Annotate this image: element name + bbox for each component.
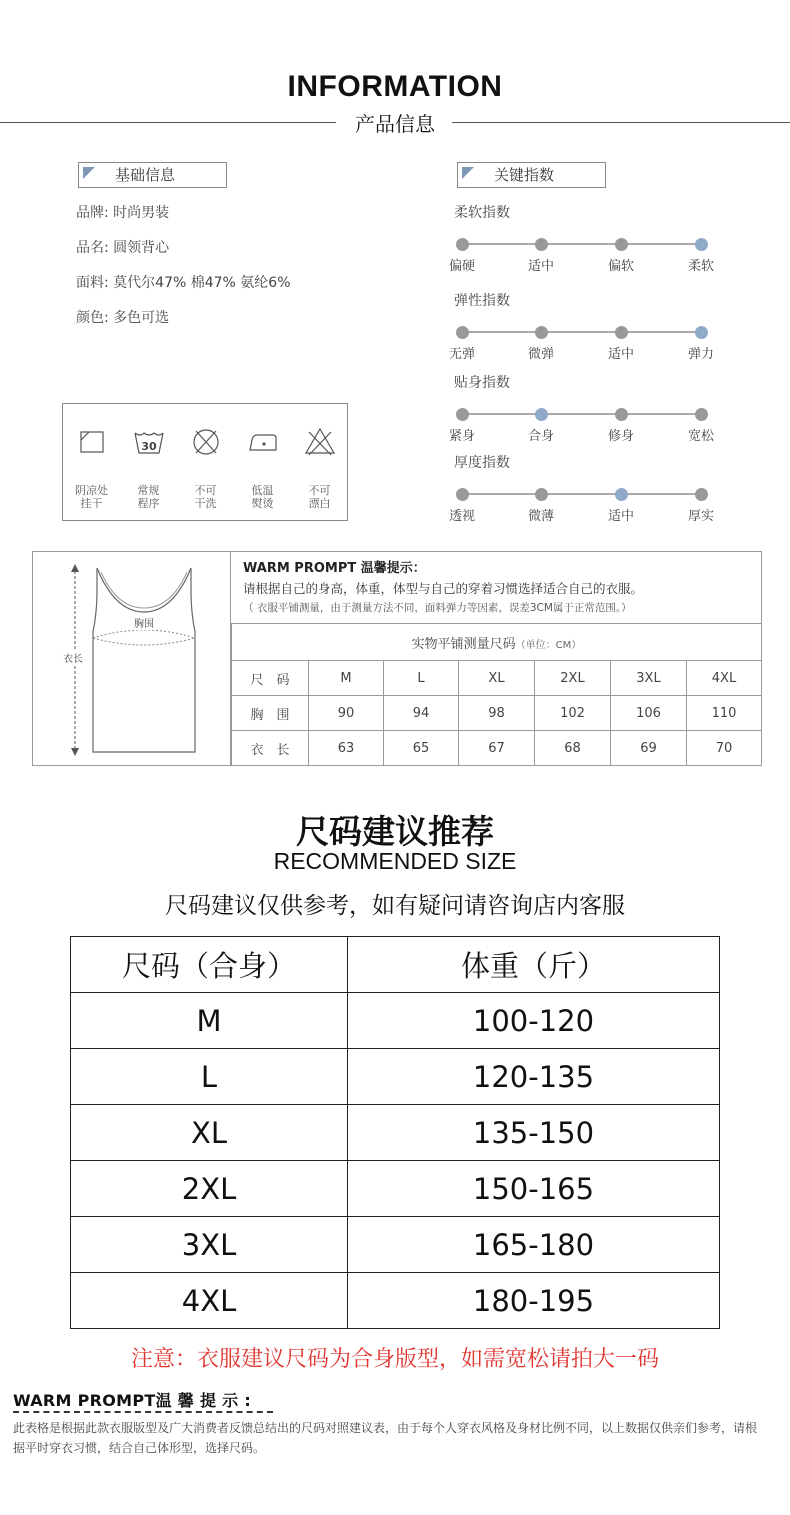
svg-text:30: 30 <box>141 440 157 453</box>
index-dot <box>535 326 548 339</box>
warm-prompt-title: WARM PROMPT 温馨提示： <box>243 561 426 576</box>
recommended-size-table <box>70 936 720 1329</box>
care-item-no-dry-clean: 不可 干洗 <box>177 404 234 522</box>
index-dot-selected <box>615 488 628 501</box>
index-option-label: 厚实 <box>687 509 714 524</box>
warm-prompt-line1: 请根据自己的身高，体重，体型与自己的穿着习惯选择适合自己的衣服。 <box>243 581 644 596</box>
table-row: M 100-120 <box>71 993 720 1049</box>
index-option-label: 适中 <box>607 509 634 524</box>
index-option-label: 偏软 <box>607 259 634 274</box>
corner-mark-icon <box>83 167 95 179</box>
info-row-color: 颜色: 多色可选 <box>76 310 170 326</box>
footer-warm-prompt-title: WARM PROMPT温 馨 提 示 : <box>13 1391 252 1410</box>
table-row: 3XL 165-180 <box>71 1217 720 1273</box>
measurement-table-caption-row <box>232 624 762 661</box>
index-option-label: 偏硬 <box>448 259 475 274</box>
index-option-label: 透视 <box>448 509 475 524</box>
index-dot <box>695 488 708 501</box>
measurement-table <box>231 623 762 766</box>
table-row: 衣 长 63 65 67 68 69 70 <box>232 731 762 766</box>
table-row: 2XL 150-165 <box>71 1161 720 1217</box>
recommended-size-title: 尺码建议推荐 <box>296 812 494 851</box>
index-option-label: 无弹 <box>448 347 475 362</box>
table-row: 胸 围 90 94 98 102 106 110 <box>232 696 762 731</box>
chest-label: 胸围 <box>132 615 156 630</box>
table-row: L 120-135 <box>71 1049 720 1105</box>
index-option-label: 微弹 <box>527 347 554 362</box>
size-column-header: 尺码（合身） <box>71 937 348 993</box>
length-label: 衣长 <box>63 654 83 665</box>
fit-warning-note: 注意：衣服建议尺码为合身版型，如需宽松请拍大一码 <box>130 1347 659 1372</box>
index-dot <box>615 326 628 339</box>
index-option-label: 适中 <box>527 259 554 274</box>
page-title: INFORMATION <box>287 70 503 103</box>
care-item-shade-dry: 阴凉处 挂干 <box>63 404 120 522</box>
corner-mark-icon <box>462 167 474 179</box>
index-track <box>461 413 701 415</box>
table-row: XL 135-150 <box>71 1105 720 1161</box>
index-option-label: 柔软 <box>687 259 714 274</box>
key-index-heading: 关键指数 <box>457 162 606 188</box>
care-item-wash-30: 30 常规 程序 <box>120 404 177 522</box>
footer-warm-prompt-body: 此表格是根据此款衣服版型及广大消费者反馈总结出的尺码对照建议表，由于每个人穿衣风格及身材比例不同，以上数据仅供亲们参考，请根据平时穿衣习惯，结合自己体形型，选择尺码。 <box>13 1421 758 1455</box>
index-option-label: 微薄 <box>527 509 554 524</box>
index-dot <box>456 408 469 421</box>
care-instructions <box>62 403 348 521</box>
table-row: 尺 码 M L XL 2XL 3XL 4XL <box>232 661 762 696</box>
info-row-fabric: 面料: 莫代尔47% 棉47% 氨纶6% <box>76 275 291 291</box>
index-dot <box>456 238 469 251</box>
index-dot <box>535 488 548 501</box>
garment-diagram <box>32 551 231 766</box>
index-title: 弹性指数 <box>454 293 510 309</box>
index-track <box>461 331 701 333</box>
index-dot <box>615 238 628 251</box>
index-title: 厚度指数 <box>454 455 510 471</box>
warm-prompt-line2: （ 衣服平铺测量，由于测量方法不同，面料弹力等因素，误差3CM属于正常范围。） <box>243 602 632 614</box>
index-option-label: 宽松 <box>687 429 714 444</box>
index-dot-selected <box>695 238 708 251</box>
care-item-no-bleach: 不可 漂白 <box>291 404 348 522</box>
basic-info-heading: 基础信息 <box>78 162 227 188</box>
index-option-label: 紧身 <box>448 429 475 444</box>
index-option-label: 修身 <box>607 429 634 444</box>
recommended-size-header-row <box>71 937 720 993</box>
index-option-label: 弹力 <box>687 347 714 362</box>
index-option-label: 合身 <box>527 429 554 444</box>
footer-divider <box>13 1411 273 1413</box>
index-dot <box>456 326 469 339</box>
recommended-size-note: 尺码建议仅供参考，如有疑问请咨询店内客服 <box>165 893 625 919</box>
index-title: 贴身指数 <box>454 375 510 391</box>
care-item-iron-low: 低温 熨烫 <box>234 404 291 522</box>
index-dot <box>615 408 628 421</box>
table-row: 4XL 180-195 <box>71 1273 720 1329</box>
page-subtitle: 产品信息 <box>355 112 435 136</box>
weight-column-header: 体重（斤） <box>348 937 720 993</box>
info-row-brand: 品牌: 时尚男装 <box>76 205 170 221</box>
no-bleach-icon <box>303 426 337 456</box>
index-dot-selected <box>535 408 548 421</box>
recommended-size-subtitle: RECOMMENDED SIZE <box>273 848 517 874</box>
index-title: 柔软指数 <box>454 205 510 221</box>
index-option-label: 适中 <box>607 347 634 362</box>
iron-low-icon <box>246 426 280 456</box>
index-dot <box>695 408 708 421</box>
index-track <box>461 493 701 495</box>
index-dot-selected <box>695 326 708 339</box>
no-dry-clean-icon <box>189 426 223 456</box>
info-row-product-name: 品名: 圆领背心 <box>76 240 170 256</box>
shade-dry-icon <box>75 426 109 456</box>
measurement-table-caption: 实物平铺测量尺码（单位：CM） <box>232 624 762 661</box>
index-dot <box>535 238 548 251</box>
index-track <box>461 243 701 245</box>
wash-30-icon <box>132 426 166 456</box>
index-dot <box>456 488 469 501</box>
